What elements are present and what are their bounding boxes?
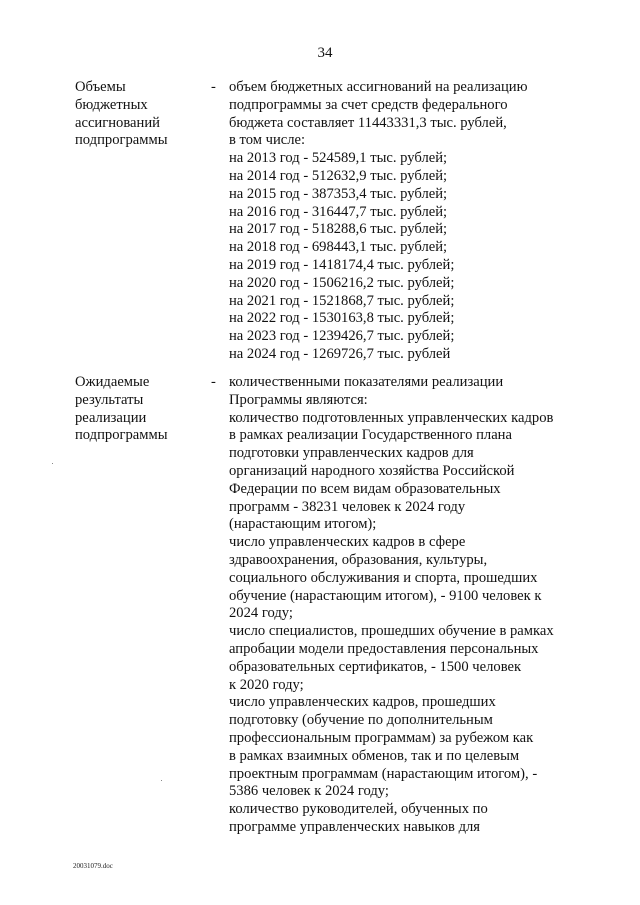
content-line: программе управленческих навыков для [229, 818, 481, 835]
content-line: Программы являются: [229, 391, 368, 408]
section-content [229, 374, 589, 837]
label-line: бюджетных [75, 96, 148, 113]
content-line: количество подготовленных управленческих кадров [229, 409, 554, 426]
separator-dash: - [211, 79, 216, 95]
section-label [75, 79, 205, 150]
section-label [75, 374, 205, 445]
content-line: на 2021 год - 1521868,7 тыс. рублей; [229, 292, 455, 309]
scan-speck [52, 463, 53, 464]
content-line: апробации модели предоставления персональных [229, 640, 539, 657]
label-line: ассигнований [75, 114, 160, 131]
content-line: число управленческих кадров, прошедших [229, 694, 496, 711]
label-line: Объемы [75, 79, 126, 95]
content-line: на 2014 год - 512632,9 тыс. рублей; [229, 167, 448, 184]
content-line: здравоохранения, образования, культуры, [229, 551, 488, 568]
content-line: 5386 человек к 2024 году; [229, 783, 389, 800]
content-line: на 2022 год - 1530163,8 тыс. рублей; [229, 310, 455, 327]
content-line: число специалистов, прошедших обучение в рамках [229, 623, 554, 640]
content-line: профессиональным программам) за рубежом как [229, 729, 534, 746]
label-line: Ожидаемые [75, 374, 150, 390]
content-line: (нарастающим итогом); [229, 516, 377, 533]
label-line: результаты [75, 391, 144, 408]
content-line: подготовки управленческих кадров для [229, 445, 474, 462]
content-line: Федерации по всем видам образовательных [229, 480, 501, 497]
label-line: реализации [75, 409, 147, 426]
footer-filename: 20031079.doc [73, 862, 113, 870]
content-line: на 2019 год - 1418174,4 тыс. рублей; [229, 256, 455, 273]
label-line: подпрограммы [75, 427, 168, 444]
content-line: к 2020 году; [229, 676, 304, 693]
content-line: подготовку (обучение по дополнительным [229, 712, 493, 729]
content-line: обучение (нарастающим итогом), - 9100 человек к [229, 587, 542, 604]
content-line: в рамках взаимных обменов, так и по целевым [229, 747, 520, 764]
content-line: бюджета составляет 11443331,3 тыс. рублей, [229, 114, 507, 131]
content-line: количество руководителей, обученных по [229, 801, 488, 818]
content-line: образовательных сертификатов, - 1500 человек [229, 658, 522, 675]
content-line: количественными показателями реализации [229, 374, 504, 390]
content-line: подпрограммы за счет средств федерального [229, 96, 508, 113]
content-line: на 2018 год - 698443,1 тыс. рублей; [229, 239, 448, 256]
page-number: 34 [317, 45, 333, 61]
content-line: проектным программам (нарастающим итогом), - [229, 765, 538, 782]
content-line: организаций народного хозяйства Российской [229, 462, 515, 479]
content-line: в том числе: [229, 132, 306, 149]
content-line: на 2020 год - 1506216,2 тыс. рублей; [229, 274, 455, 291]
content-line: на 2013 год - 524589,1 тыс. рублей; [229, 150, 448, 167]
scan-speck [161, 780, 162, 781]
content-line: на 2023 год - 1239426,7 тыс. рублей; [229, 328, 455, 345]
content-line: на 2017 год - 518288,6 тыс. рублей; [229, 221, 448, 238]
content-line: объем бюджетных ассигнований на реализацию [229, 79, 528, 95]
content-line: число управленческих кадров в сфере [229, 534, 466, 551]
content-line: 2024 году; [229, 605, 293, 622]
label-line: подпрограммы [75, 132, 168, 149]
content-line: программ - 38231 человек к 2024 году [229, 498, 466, 515]
separator-dash: - [211, 374, 216, 390]
content-line: социального обслуживания и спорта, прошедших [229, 569, 538, 586]
section-content [229, 79, 589, 364]
content-line: в рамках реализации Государственного плана [229, 427, 512, 444]
content-line: на 2024 год - 1269726,7 тыс. рублей [229, 345, 451, 362]
content-line: на 2016 год - 316447,7 тыс. рублей; [229, 203, 448, 220]
content-line: на 2015 год - 387353,4 тыс. рублей; [229, 185, 448, 202]
